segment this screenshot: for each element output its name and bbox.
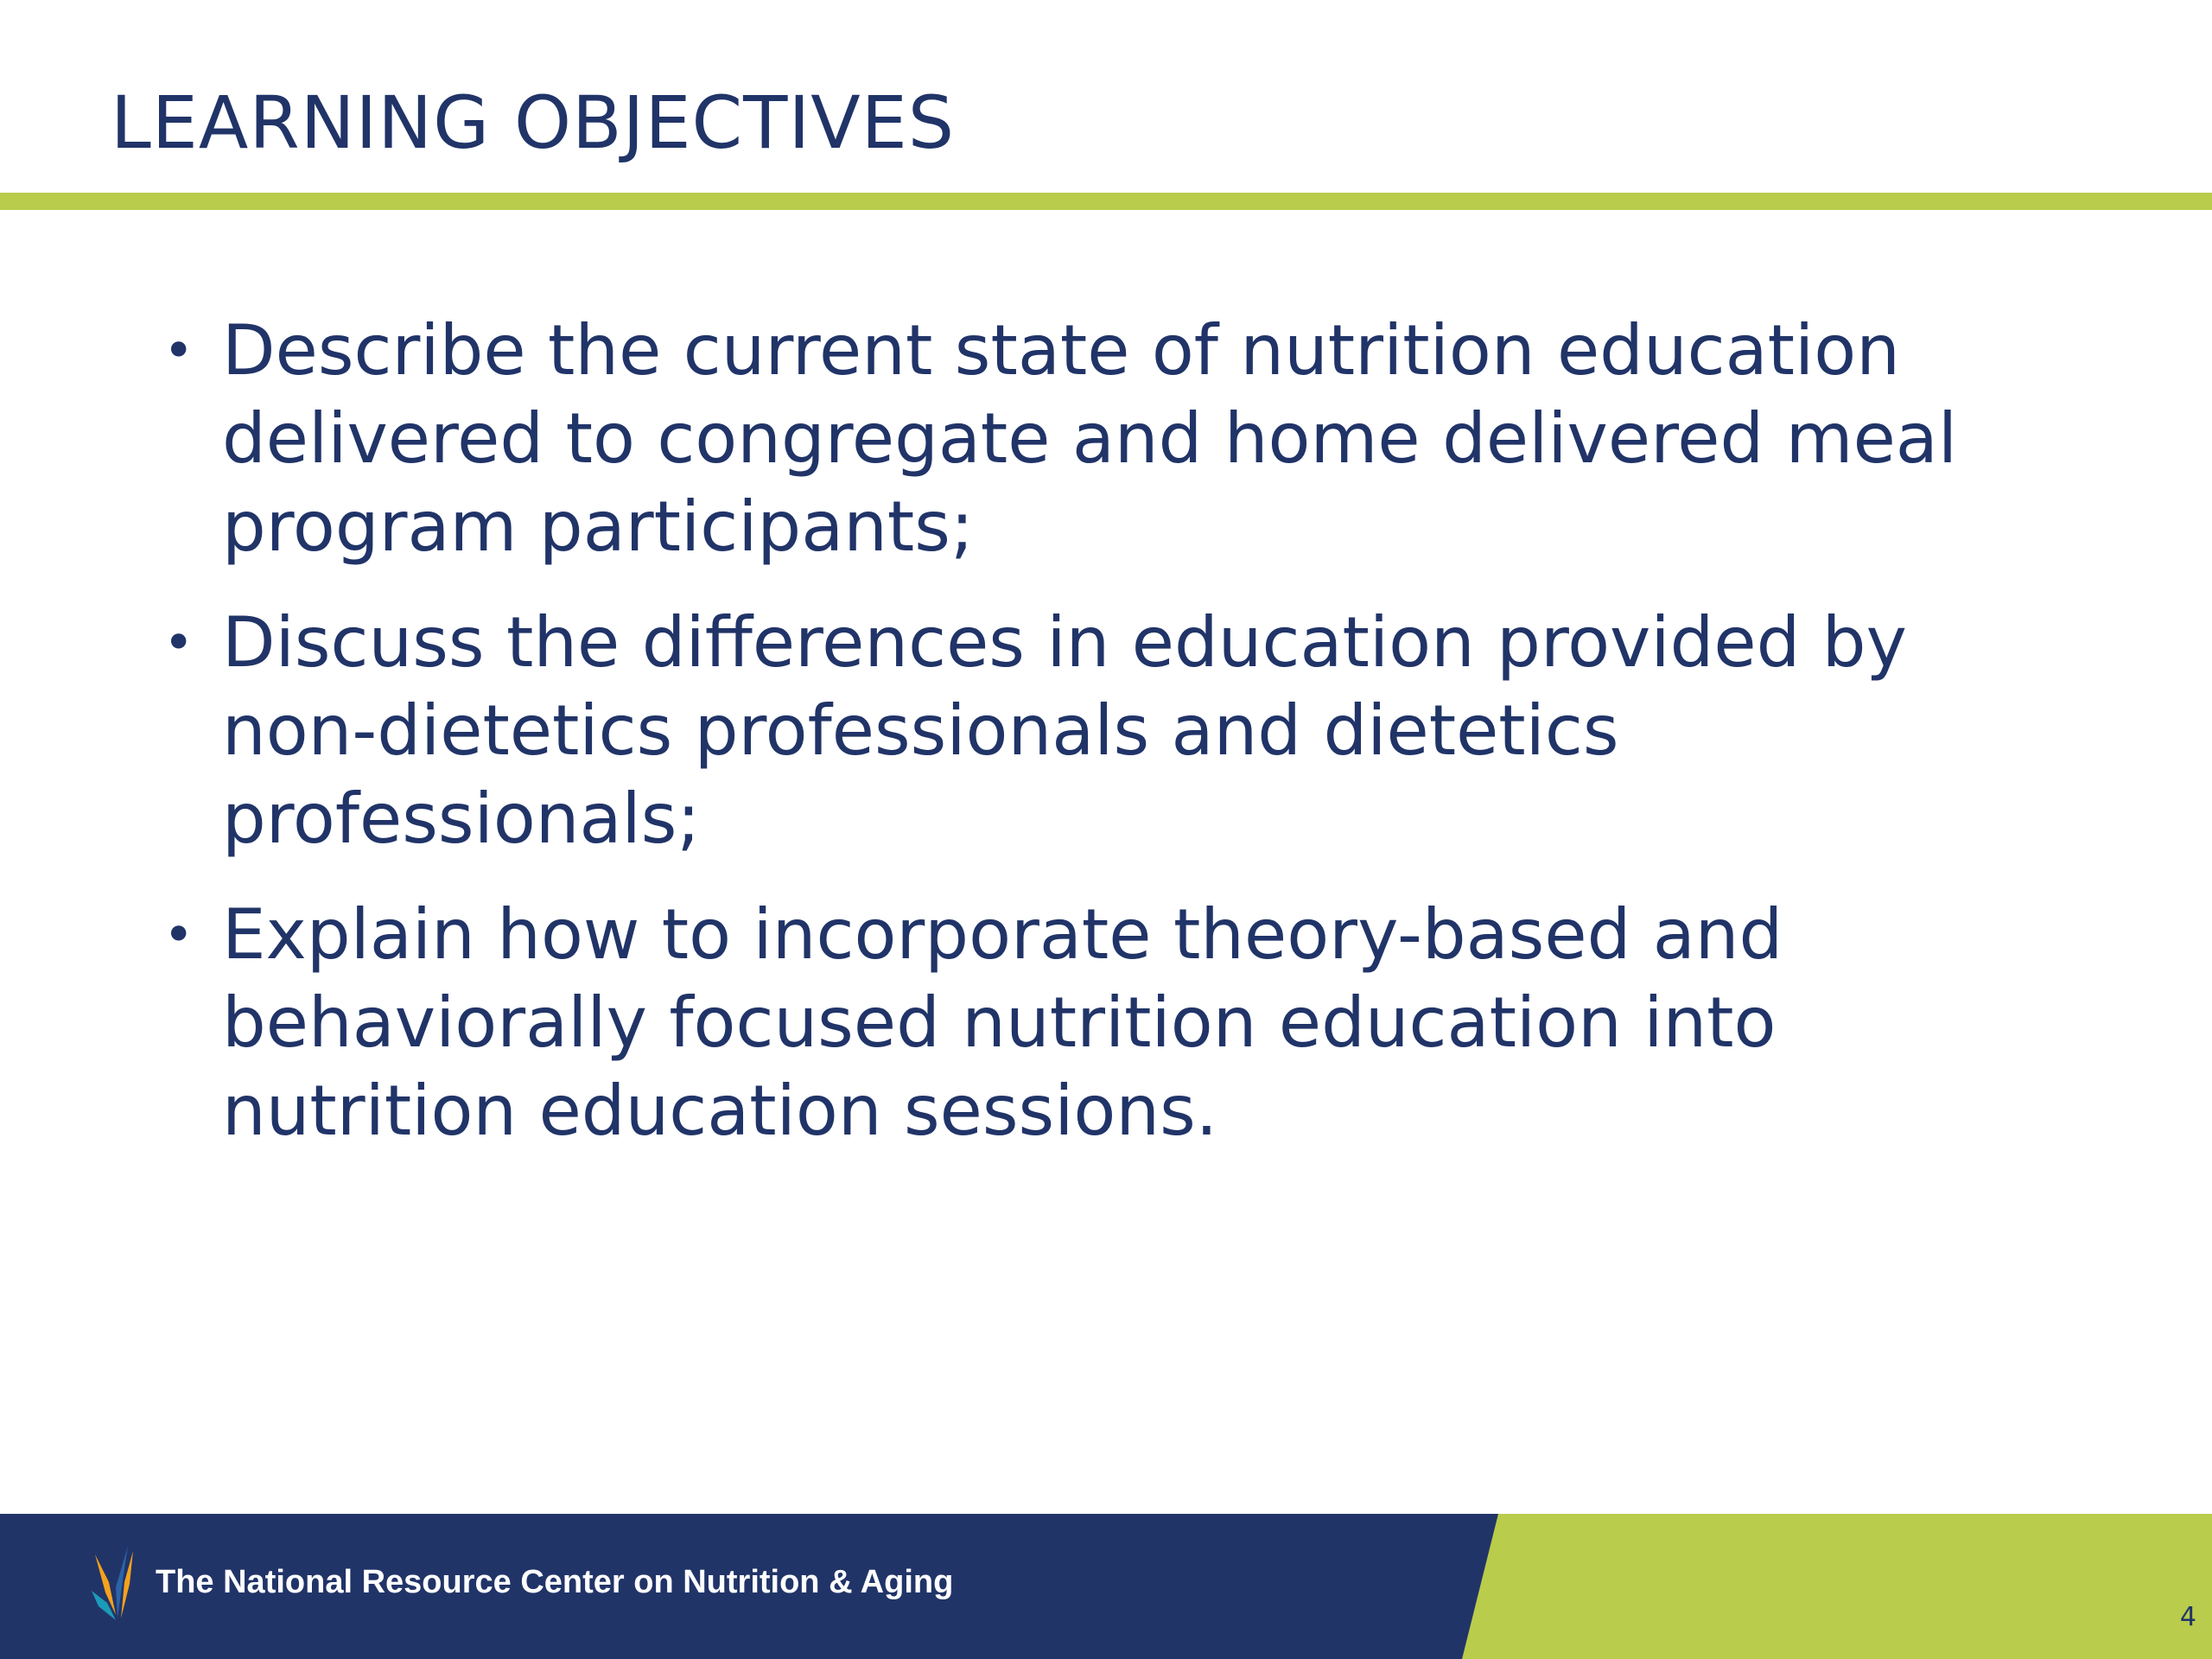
objective-text: Describe the current state of nutrition education delivered to congregate and home delivered meal program participants; — [222, 310, 1958, 567]
leaf-fan-logo-icon — [90, 1542, 138, 1625]
bullet-icon: • — [163, 321, 194, 381]
objective-text: Explain how to incorporate theory-based and behaviorally focused nutrition education into nutrition education sessions. — [222, 894, 1783, 1151]
footer-bar — [0, 1514, 2212, 1659]
page-number: 4 — [2179, 1602, 2196, 1632]
objective-item — [160, 599, 2078, 863]
objectives-list — [160, 307, 2078, 1183]
objective-text: Discuss the differences in education provided by non-dietetics professionals and dietetics professionals; — [222, 602, 1907, 859]
bullet-icon: • — [163, 905, 194, 965]
logo-gold-leaf — [121, 1551, 133, 1618]
title-divider — [0, 193, 2212, 210]
organization-name: The National Resource Center on Nutrition & Aging — [156, 1564, 954, 1600]
bullet-icon: • — [163, 613, 194, 673]
objective-item — [160, 891, 2078, 1155]
objective-item — [160, 307, 2078, 571]
slide-title: LEARNING OBJECTIVES — [111, 80, 956, 165]
